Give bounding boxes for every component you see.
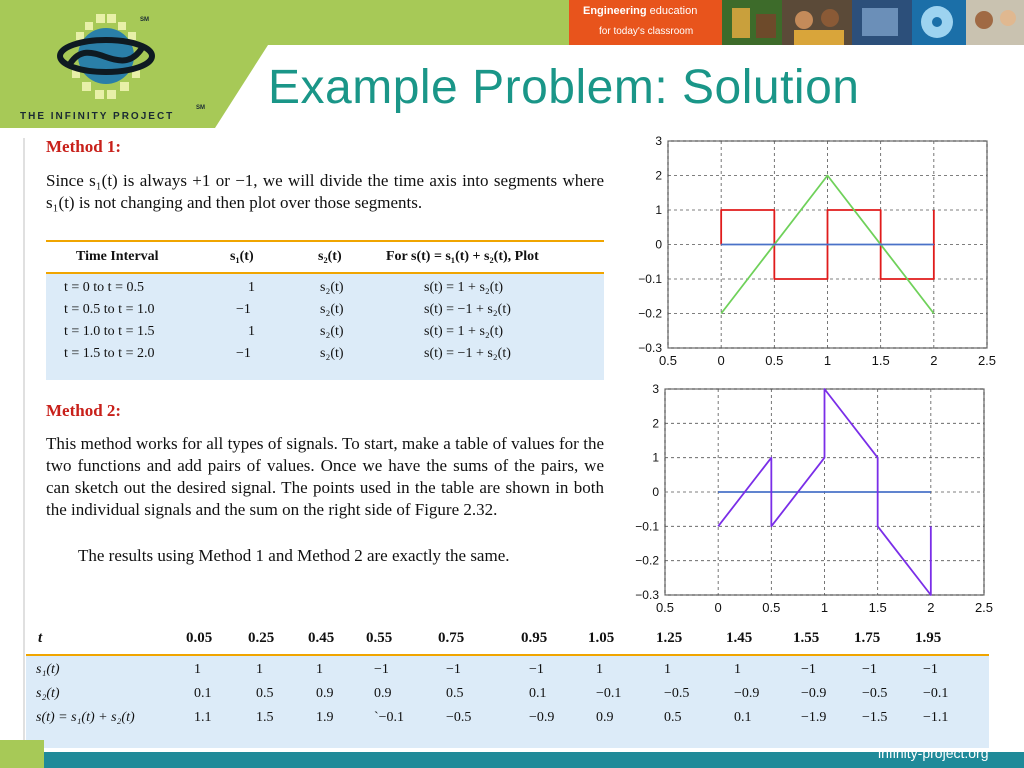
table-cell: 0.9 [596,710,614,725]
table-cell: 0.9 [316,686,334,701]
table-cell: 0.1 [734,710,752,725]
x-tick-label: 0.5 [655,600,675,615]
cell: s(t) = −1 + s₂(t) [424,302,511,317]
y-tick-label: −0.1 [638,272,662,286]
method1-table [46,240,604,380]
table-cell: 1 [316,662,323,677]
cell: s₂(t) [320,324,344,339]
cell: −1 [236,302,251,317]
x-tick-label: 2 [930,353,938,368]
table-cell: 1 [664,662,671,677]
x-tick-label: 2.5 [974,600,994,615]
footer-green-bar [0,740,44,768]
table-cell: 0.9 [374,686,392,701]
t-header: t [38,630,43,646]
table-cell: −0.9 [529,710,555,725]
cell: t = 1.0 to t = 1.5 [64,324,155,339]
x-tick-label: 0.5 [658,353,678,368]
col-header: s₁(t) [230,249,254,264]
cell: 1 [248,324,255,339]
y-tick-label: 2 [655,168,662,183]
logo-text: THE INFINITY PROJECT [20,111,175,122]
t-value-header: 1.95 [915,630,942,646]
signal-chart-top [620,133,1010,373]
table-header [46,240,604,274]
cell: s(t) = 1 + s₂(t) [424,324,503,339]
table-cell: 1.9 [316,710,334,725]
table-cell: −0.5 [664,686,690,701]
table-cell: 0.5 [256,686,274,701]
x-tick-label: 1.5 [868,600,887,615]
t-value-header: 1.55 [793,630,820,646]
table-cell: −1 [374,662,389,677]
service-mark: SM [140,17,149,23]
y-tick-label: −0.1 [635,519,659,534]
col-header: Time Interval [76,249,159,264]
t-value-header: 1.45 [726,630,753,646]
table-cell: 0.1 [529,686,547,701]
x-tick-label: 0 [717,353,725,368]
cell: s(t) = 1 + s₂(t) [424,280,503,295]
cell: s(t) = −1 + s₂(t) [424,346,511,361]
y-tick-label: −0.2 [638,306,662,321]
x-tick-label: 1 [820,600,829,615]
table-cell: 1.5 [256,710,274,725]
values-table-header [26,624,989,656]
footer-bar [44,752,1024,768]
banner-line2: for today's classroom [599,26,694,37]
t-value-header: 0.55 [366,630,393,646]
cell: t = 0.5 to t = 1.0 [64,302,155,317]
table-cell: −1.9 [801,710,827,725]
service-mark: SM [196,105,205,111]
x-tick-label: 2 [927,600,935,615]
banner-tagline [569,0,722,45]
y-tick-label: 0 [655,237,662,252]
table-cell: −0.5 [862,686,888,701]
method2-text: This method works for all types of signals. To start, make a table of values for the two functions and add pairs of values. Once we have the sums of the pairs, we can sketch out the desired signal. The points used in the table are shown in both the individual signals and the sum on the right side of Figure 2.32. [46,434,604,519]
row-label: s₁(t) [36,662,60,677]
method1-heading: Method 1: [46,137,122,156]
method2-text2: The results using Method 1 and Method 2 are exactly the same. [78,546,510,565]
table-cell: 1 [256,662,263,677]
table-cell: −0.9 [801,686,827,701]
x-tick-label: 2.5 [977,353,997,368]
x-tick-label: 0.5 [765,353,784,368]
method1-text: Since s₁(t) is always +1 or −1, we will divide the time axis into segments where s₁(t) is not changing and then plot over those segments. [46,171,604,212]
infinity-project-logo [50,12,160,102]
cell: t = 0 to t = 0.5 [64,280,144,295]
table-cell: −1 [923,662,938,677]
t-value-header: 1.25 [656,630,683,646]
row-label: s(t) = s₁(t) + s₂(t) [36,710,135,725]
banner-photos [722,0,1024,45]
t-value-header: 0.45 [308,630,335,646]
cell: 1 [248,280,255,295]
x-tick-label: 0.5 [762,600,781,615]
signal-chart-sum [614,383,1014,623]
t-value-header: 1.05 [588,630,615,646]
t-value-header: 0.25 [248,630,275,646]
y-tick-label: 3 [655,134,662,148]
table-cell: 0.1 [194,686,212,701]
x-tick-label: 1.5 [871,353,890,368]
t-value-header: 0.05 [186,630,213,646]
table-cell: −0.9 [734,686,760,701]
table-cell: 1 [734,662,741,677]
banner-bold: Engineering [583,5,647,17]
y-tick-label: 3 [652,383,659,396]
cell: s₂(t) [320,302,344,317]
t-value-header: 1.75 [854,630,881,646]
y-tick-label: −0.3 [638,341,662,355]
y-tick-label: −0.3 [635,588,659,602]
table-cell: −0.1 [596,686,622,701]
col-header: s₂(t) [318,249,342,264]
values-table [26,624,989,748]
method2-heading: Method 2: [46,401,122,420]
t-value-header: 0.75 [438,630,465,646]
cell: −1 [236,346,251,361]
t-value-header: 0.95 [521,630,548,646]
table-cell: 1.1 [194,710,212,725]
table-cell: −1 [801,662,816,677]
cell: t = 1.5 to t = 2.0 [64,346,155,361]
x-tick-label: 1 [823,353,832,368]
table-cell: −1 [862,662,877,677]
divider [23,138,25,758]
table-cell: 1 [194,662,201,677]
banner-rest: education [649,5,698,17]
banner [569,0,1024,45]
y-tick-label: 1 [655,203,662,217]
slide-title: Example Problem: Solution [268,61,860,114]
table-cell: 1 [596,662,603,677]
y-tick-label: 2 [652,416,659,431]
table-cell: −1.5 [862,710,888,725]
footer-url: infinity-project.org [878,745,989,761]
y-tick-label: 1 [652,450,659,465]
y-tick-label: 0 [652,485,659,499]
y-tick-label: −0.2 [635,553,659,568]
table-cell: 0.5 [446,686,464,701]
table-cell: −0.5 [446,710,472,725]
col-header: For s(t) = s₁(t) + s₂(t), Plot [386,249,539,264]
table-cell: −1 [529,662,544,677]
table-cell: `−0.1 [374,710,405,725]
cell: s₂(t) [320,346,344,361]
row-label: s₂(t) [36,686,60,701]
table-cell: 0.5 [664,710,682,725]
table-cell: −1 [446,662,461,677]
cell: s₂(t) [320,280,344,295]
table-cell: −0.1 [923,686,949,701]
table-cell: −1.1 [923,710,949,725]
x-tick-label: 0 [714,600,722,615]
